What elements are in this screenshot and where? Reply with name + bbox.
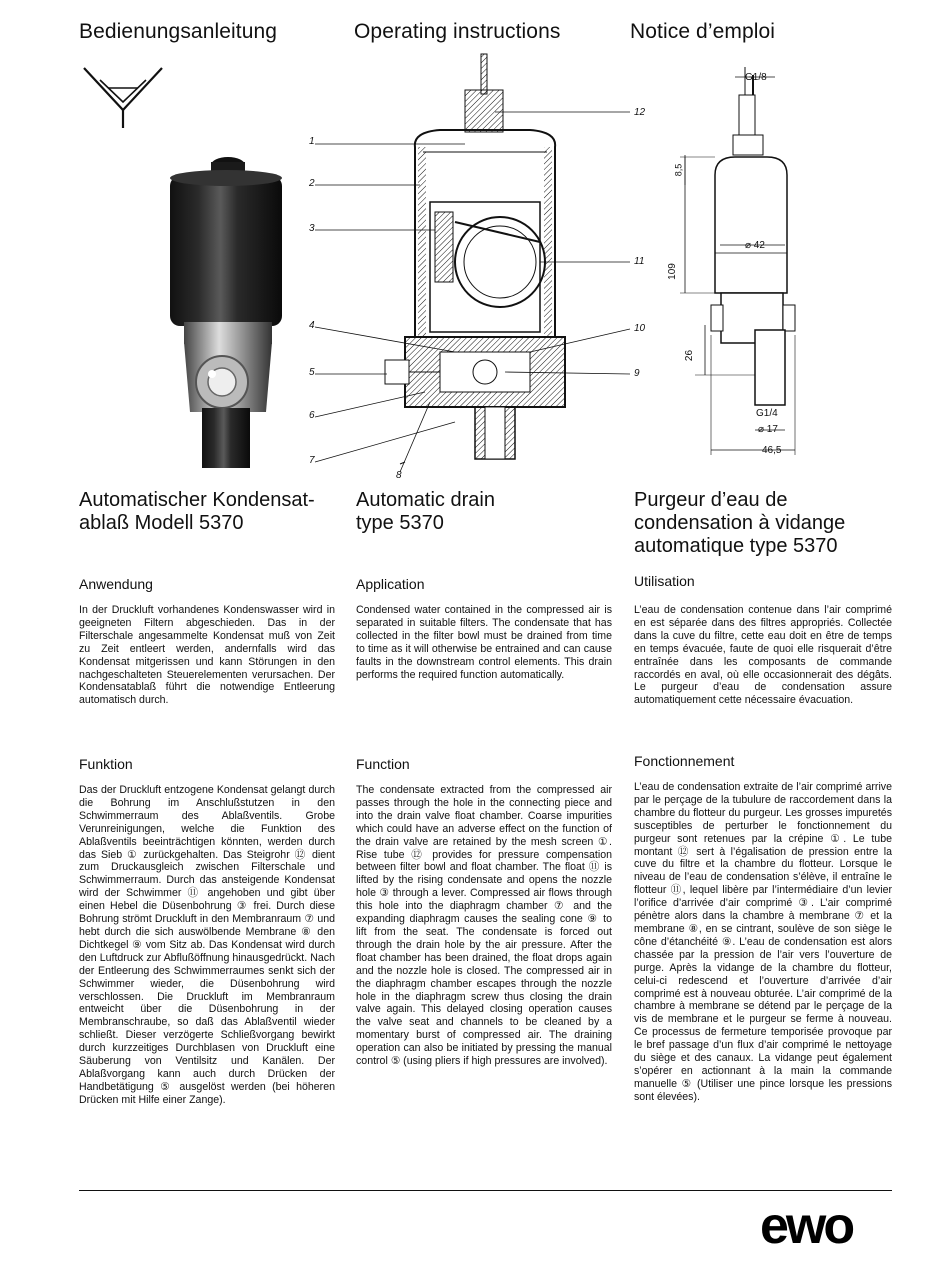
text-function: The condensate extracted from the compressed air passes through the hole in the connecting piece and into the drain valve float chamber. Coarse impurities which could have an adverse effect on the function of the drain valve are retained by the mesh screen ①. Rise tube ⑫ provides for pressure compensation between filter bowl and float chamber. The float ⑪ is lifted by the rising condensate and opens the nozzle hole ③ through a lever. Compressed air flows through this hole into the diaphragm chamber ⑦ and the expanding diaphragm causes the sealing cone ⑨ to lift from the seat. The condensate is forced out through the drain hole by the air pressure. After the float chamber has been drained, the float drops again and the nozzle hole is closed. The compressed air in the diaphragm chamber escapes through the nozzle hole in the diaphragm screw thus closing the drain valve again. This delayed closing operation causes the valve seat and channels to be cleaned by a momentary burst of compressed air. The draining operation can also be initiated by pressing the manual control ⑤ (using pliers if high pressures are involved). (356, 784, 612, 1068)
text-fonctionnement: L’eau de condensation extraite de l’air comprimé arrive par le perçage de la tubulure de raccordement dans la chambre du flotteur du purgeur. Les grosses impuretés susceptibles de perturber le fonctionnement du purgeur sont retenues par la crépine ①. Le tube montant ⑫ sert à l’égalisation de pression entre la cuve du filtre et la chambre du flotteur. Lorsque le niveau de l’eau de condensation s’élève, il entraîne le flotteur ⑪, lequel libère par l’intermédiaire d’un levier l’orifice d’arrivée d’air comprimé ③. L’air comprimé pénètre alors dans la chambre à membrane ⑦ et la membrane ⑧, en se cintrant, soulève de son siège le cône d’étanchéité ⑨. L’eau de condensation est alors chassée par la pression de l’air vers l’ouverture de purge. Après la vidange de la chambre du flotteur, celui-ci redescend et l’ouverture d’arrivée d’air comprimé est à nouveau obturée. L’air comprimé de la chambre à membrane se détend par le perçage de la vis de membrane et le purgeur se ferme à nouveau. Ce processus de fermeture temporisée provoque par le bref passage d’un flux d’air comprimé le nettoyage du siège et des canaux. La vidange peut également s’opérer en actionnant à la main la commande manuelle ⑤ (Utiliser une pince lorsque les pressions sont élevées). (634, 781, 892, 1103)
heading-funktion: Funktion (79, 756, 133, 772)
dim-diameter: ⌀ 42 (745, 240, 765, 251)
callout-8: 8 (396, 470, 402, 481)
ewo-logo: ewo (760, 1197, 853, 1255)
callout-4: 4 (309, 320, 315, 331)
callout-12: 12 (634, 107, 646, 118)
dim-top-thread: G1/8 (745, 72, 767, 83)
text-funktion: Das der Druckluft entzogene Kondensat gelangt durch die Bohrung im Anschlußstutzen in den Schwimmerraum des Ablaßventils. Grobe Verunreinigungen, welche die Funktion des Ablaßventils beeinträchtigen könnten, werden durch das Sieb ① zurückgehalten. Das Steigrohr ⑫ dient zum Druckausgleich zwischen Filterschale und Schwimmerraum. Durch das ansteigende Kondensat wird der Schwimmer ⑪ angehoben und gibt über einen Hebel die Düsenbohrung ③ frei. Durch diese Bohrung strömt Druckluft in den Membranraum ⑦ und hebt durch die sich auswölbende Membrane ⑧ den Dichtkegel ⑨ vom Sitz ab. Das Kondensat wird durch den Luftdruck zur Abflußöffnung hinausgedrückt. Nach der Entleerung des Schwimmerraumes senkt sich der Schwimmer wieder, die Düsenbohrung wird verschlossen. Die Druckluft im Membranraum entweicht über die Düsenbohrung in der Membranschraube, so daß das Ablaßventil wieder schließt. Dieser verzögerte Schließvorgang bewirkt durch kurzzeitiges Durchblasen von Druckluft eine Säuberung von Ventilsitz und Kanälen. Der Ablaßvorgang kann auch durch Drücken der Handbetätigung ⑤ ausgelöst werden (bei höheren Drücken mit Hilfe einer Zange). (79, 784, 335, 1106)
dim-height-lower: 26 (684, 349, 696, 362)
header-fr: Notice d’emploi (630, 20, 776, 43)
footer-rule (79, 1190, 892, 1191)
sectional-drawing (305, 52, 655, 482)
header-de: Bedienungsanleitung (79, 20, 278, 43)
callout-6: 6 (309, 410, 315, 421)
dim-bottom-diameter: ⌀ 17 (758, 424, 778, 435)
header-en: Operating instructions (354, 20, 561, 43)
text-utilisation: L’eau de condensation contenue dans l’air comprimé en est séparée dans des filtres appropriés. Collectée dans la cuve du filtre, cette eau doit en être de temps en temps évacuée, faute de quoi elle risquerait d’être entraînée dans les composants de commande raccordés en aval, où elle occasionnerait des dégâts. Le purgeur d’eau de condensation assure automatiquement cette nécessaire évacuation. (634, 604, 892, 707)
dimension-drawing (665, 65, 825, 465)
heading-anwendung: Anwendung (79, 576, 153, 592)
callout-5: 5 (309, 367, 315, 378)
heading-fonctionnement: Fonctionnement (634, 753, 735, 769)
dim-height-small: 8,5 (673, 163, 684, 177)
dim-bottom-thread: G1/4 (756, 408, 778, 419)
title-fr: Purgeur d’eau de condensation à vidange automatique type 5370 (634, 489, 846, 557)
heading-function: Function (356, 756, 410, 772)
callout-2: 2 (309, 178, 315, 189)
filter-symbol-icon (78, 62, 168, 132)
callout-3: 3 (309, 223, 315, 234)
dim-width: 46,5 (762, 445, 782, 456)
text-application: Condensed water contained in the compressed air is separated in suitable filters. The condensate that has collected in the filter bowl must be drained from time to time as it will otherwise be entrained and can cause faults in the downstream control elements. This drain performs the required function automatically. (356, 604, 612, 681)
heading-application: Application (356, 576, 425, 592)
dim-height-total: 109 (666, 263, 678, 280)
heading-utilisation: Utilisation (634, 573, 695, 589)
callout-7: 7 (309, 455, 315, 466)
callout-1: 1 (309, 136, 315, 147)
callout-11: 11 (634, 256, 645, 267)
text-anwendung: In der Druckluft vorhandenes Kondenswasser wird in geeigneten Filtern abgeschieden. Das in der Filterschale angesammelte Kondensat muß von Zeit zu Zeit entleert werden, andernfalls wird das Kondensat mitgerissen und kann Störungen in den nachgeschalteten Steuerelementen verursachen. Der Kondensatablaß führt die notwendige Entleerung automatisch durch. (79, 604, 335, 707)
title-en: Automatic drain type 5370 (356, 489, 495, 534)
callout-9: 9 (634, 368, 640, 379)
callout-10: 10 (634, 323, 646, 334)
title-de: Automatischer Kondensat- ablaß Modell 5370 (79, 489, 315, 534)
product-photo (160, 150, 290, 470)
